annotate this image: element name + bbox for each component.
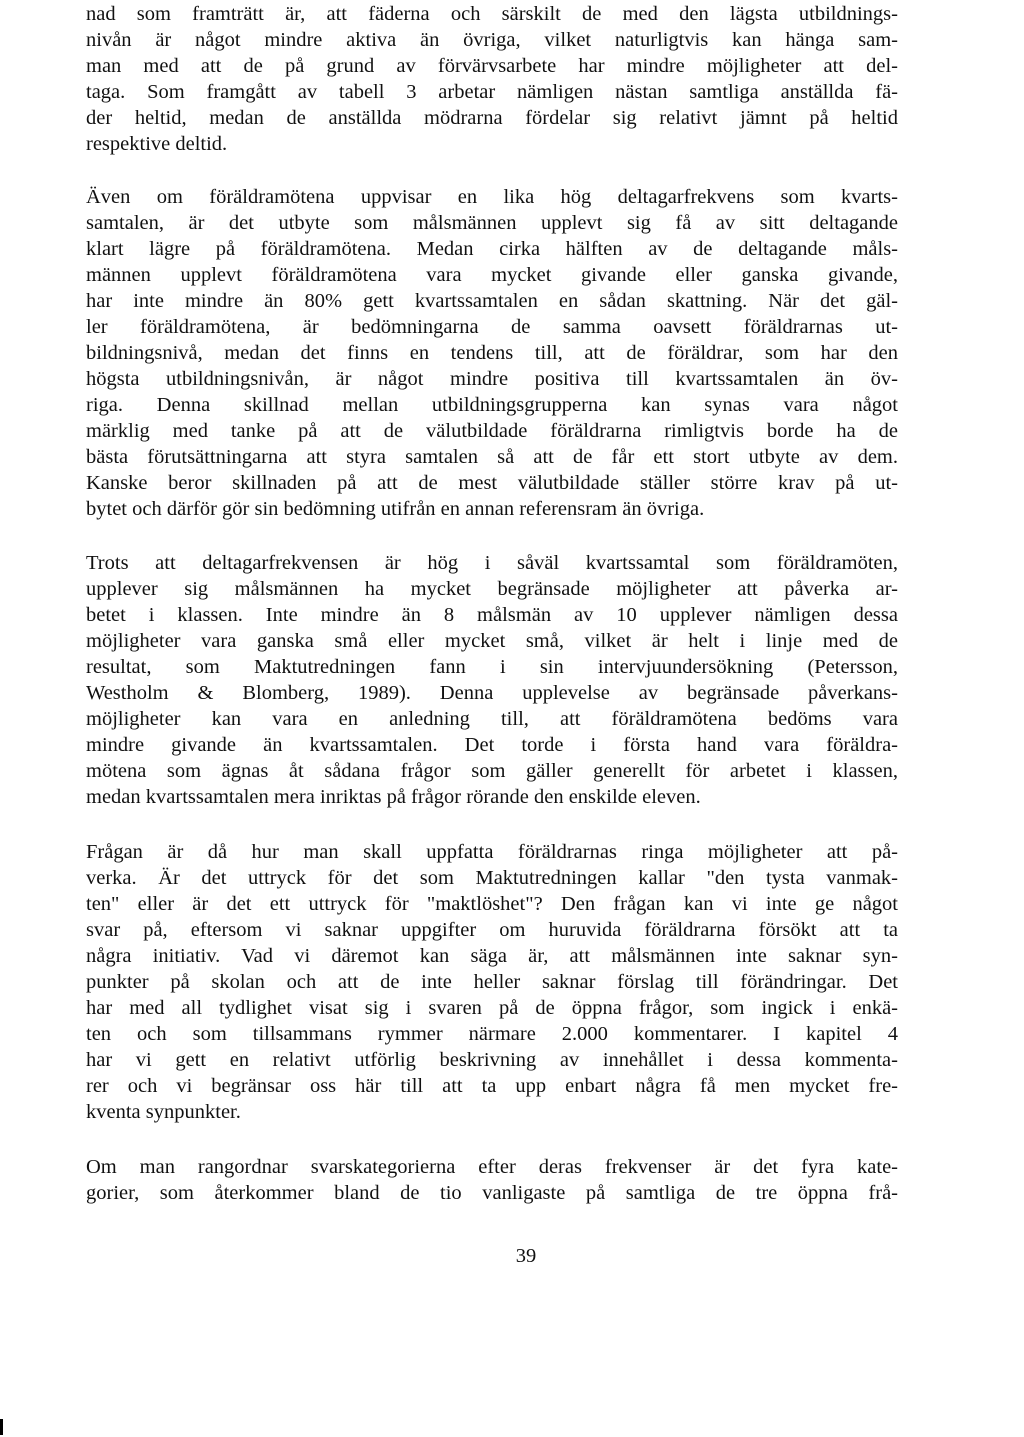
text-line: nivån är något mindre aktiva än övriga, vilket naturligtvis kan hänga sam- (86, 29, 898, 51)
text-line: möjligheter vara ganska små eller mycket små, vilket är helt i linje med de (86, 630, 898, 652)
text-line: man med att de på grund av förvärvsarbete har mindre möjligheter att del- (86, 55, 898, 77)
paragraph (86, 1154, 898, 1206)
text-line: respektive deltid. (86, 133, 228, 155)
text-line: några initiativ. Vad vi däremot kan säga är, att målsmännen inte saknar syn- (86, 945, 898, 967)
paragraph (86, 550, 898, 810)
text-line: verka. Är det uttryck för det som Maktutredningen kallar "den tysta vanmak- (86, 867, 898, 889)
text-line: Trots att deltagarfrekvensen är hög i såväl kvartssamtal som föräldramöten, (86, 552, 898, 574)
text-line: möjligheter kan vara en anledning till, att föräldramötena bedöms vara (86, 708, 898, 730)
text-line: ler föräldramötena, är bedömningarna de samma oavsett föräldrarnas ut- (86, 316, 898, 338)
text-line: gorier, som återkommer bland de tio vanligaste på samtliga de tre öppna frå- (86, 1182, 898, 1204)
text-line: bästa förutsättningarna att styra samtalen så att de får ett stort utbyte av dem. (86, 446, 898, 468)
text-line: männen upplevt föräldramötena vara mycket givande eller ganska givande, (86, 264, 898, 286)
text-line: rer och vi begränsar oss här till att ta upp enbart några få men mycket fre- (86, 1075, 898, 1097)
text-line: märklig med tanke på att de välutbildade föräldrarna rimligtvis borde ha de (86, 420, 898, 442)
text-line: Kanske beror skillnaden på att de mest välutbildade ställer större krav på ut- (86, 472, 898, 494)
paragraph (86, 184, 898, 522)
text-line: Westholm & Blomberg, 1989). Denna upplevelse av begränsade påverkans- (86, 682, 898, 704)
text-line: bildningsnivå, medan det finns en tendens till, att de föräldrar, som har den (86, 342, 898, 364)
text-line: punkter på skolan och att de inte heller saknar förslag till förändringar. Det (86, 971, 898, 993)
text-line: mötena som ägnas åt sådana frågor som gäller generellt för arbetet i klassen, (86, 760, 898, 782)
text-line: Frågan är då hur man skall uppfatta föräldrarnas ringa möjligheter att på- (86, 841, 898, 863)
text-line: resultat, som Maktutredningen fann i sin intervjuundersökning (Petersson, (86, 656, 898, 678)
paragraph (86, 1, 898, 157)
text-line: har inte mindre än 80% gett kvartssamtalen en sådan skattning. När det gäl- (86, 290, 898, 312)
paragraph (86, 839, 898, 1125)
text-line: samtalen, är det utbyte som målsmännen upplevt sig få av sitt deltagande (86, 212, 898, 234)
text-line: der heltid, medan de anställda mödrarna fördelar sig relativt jämnt på heltid (86, 107, 898, 129)
text-line: upplever sig målsmännen ha mycket begränsade möjligheter att påverka ar- (86, 578, 898, 600)
text-line: riga. Denna skillnad mellan utbildningsgrupperna kan synas vara något (86, 394, 898, 416)
text-line: ten och som tillsammans rymmer närmare 2.000 kommentarer. I kapitel 4 (86, 1023, 898, 1045)
scan-edge-mark (0, 1419, 3, 1435)
text-line: har vi gett en relativt utförlig beskrivning av innehållet i dessa kommenta- (86, 1049, 898, 1071)
text-line: bytet och därför gör sin bedömning utifrån en annan referensram än övriga. (86, 498, 705, 520)
page-number: 39 (515, 1245, 537, 1267)
text-line: kventa synpunkter. (86, 1101, 241, 1123)
text-line: högsta utbildningsnivån, är något mindre positiva till kvartssamtalen än öv- (86, 368, 898, 390)
text-line: har med all tydlighet visat sig i svaren på de öppna frågor, som ingick i enkä- (86, 997, 898, 1019)
text-line: Om man rangordnar svarskategorierna efter deras frekvenser är det fyra kate- (86, 1156, 898, 1178)
text-line: nad som framträtt är, att fäderna och särskilt de med den lägsta utbildnings- (86, 3, 898, 25)
text-line: ten" eller är det ett uttryck för "maktlöshet"? Den frågan kan vi inte ge något (86, 893, 898, 915)
text-line: taga. Som framgått av tabell 3 arbetar nämligen nästan samtliga anställda fä- (86, 81, 898, 103)
text-line: betet i klassen. Inte mindre än 8 målsmän av 10 upplever nämligen dessa (86, 604, 898, 626)
text-line: klart lägre på föräldramötena. Medan cirka hälften av de deltagande måls- (86, 238, 898, 260)
text-line: svar på, eftersom vi saknar uppgifter om huruvida föräldrarna försökt att ta (86, 919, 898, 941)
text-line: Även om föräldramötena uppvisar en lika hög deltagarfrekvens som kvarts- (86, 186, 898, 208)
text-line: mindre givande än kvartssamtalen. Det torde i första hand vara föräldra- (86, 734, 898, 756)
text-line: medan kvartssamtalen mera inriktas på frågor rörande den enskilde eleven. (86, 786, 701, 808)
